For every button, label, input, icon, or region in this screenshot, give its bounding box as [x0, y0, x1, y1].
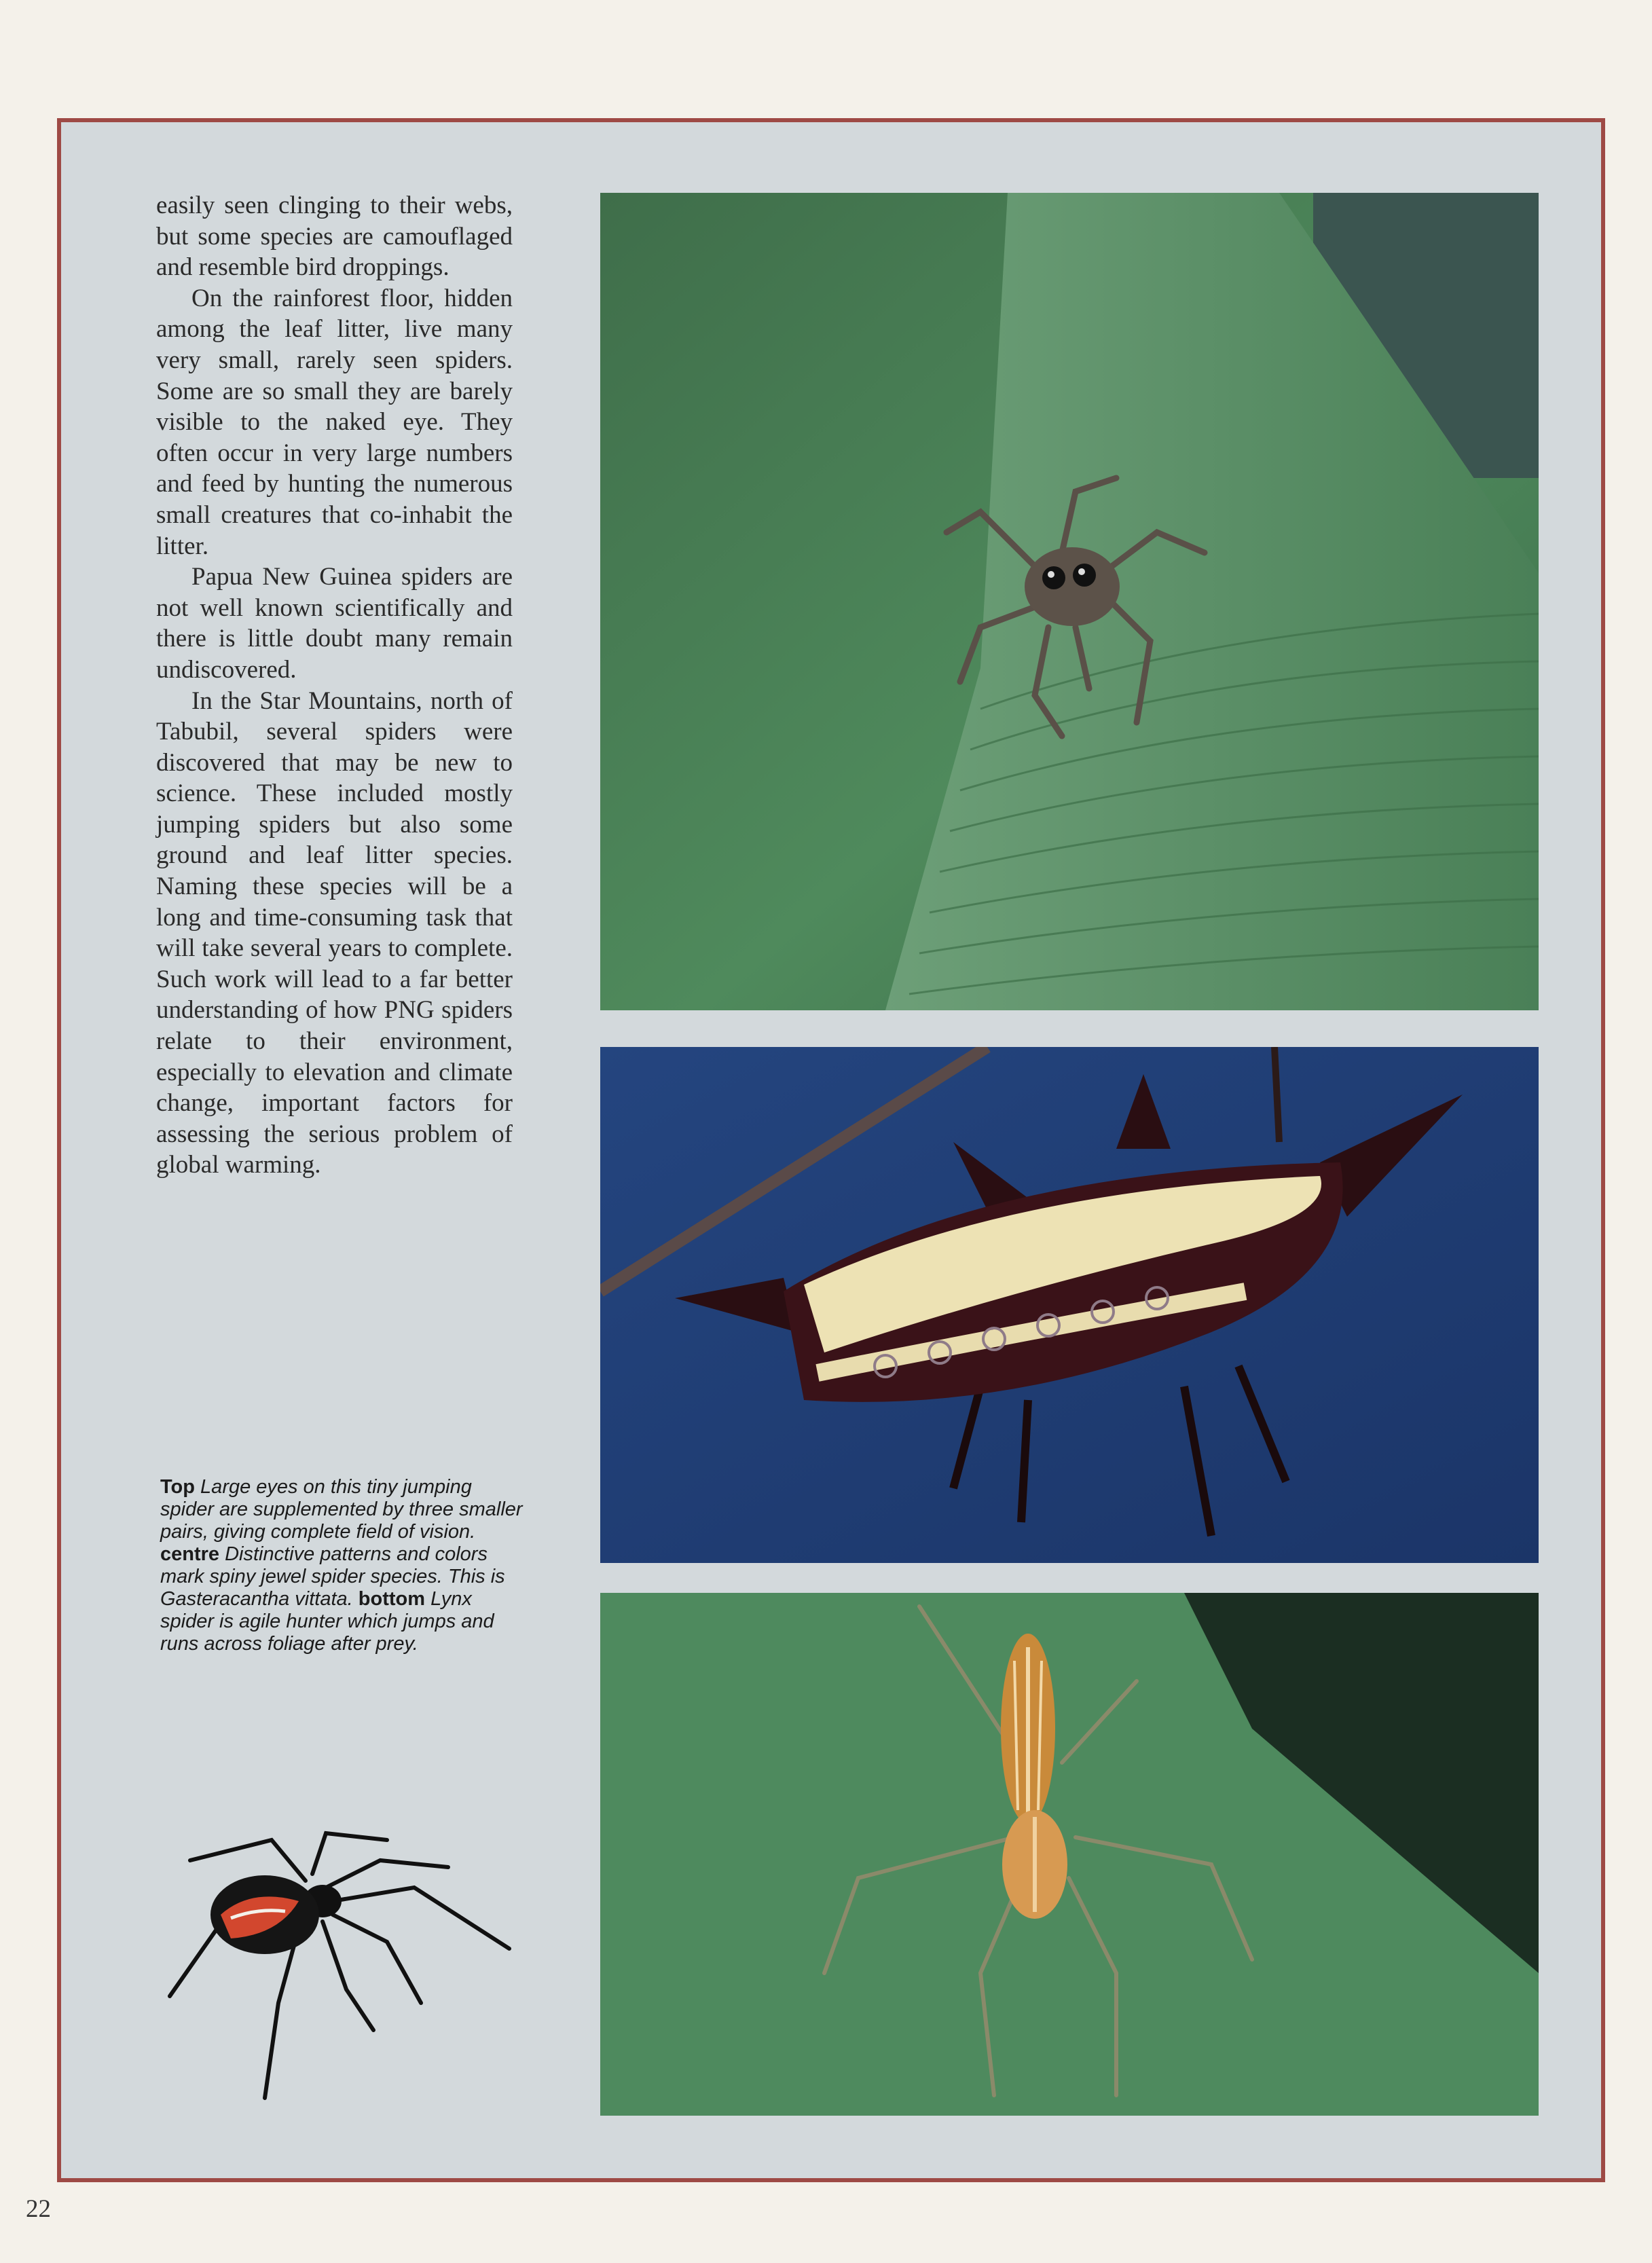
paragraph-1: easily seen clinging to their webs, but some species are camouflaged and resemble bird droppings.	[156, 191, 513, 282]
caption-top-text: Large eyes on this tiny jumping spider are supplemented by three smaller pairs, giving complete field of vision.	[160, 1476, 523, 1543]
jewel-spider-photo	[600, 1047, 1539, 1563]
jumping-spider-photo	[600, 193, 1539, 1010]
caption-top-label: Top	[160, 1476, 195, 1498]
caption-centre-text: Distinctive patterns and colors mark spiny jewel spider species. This is Gasteracantha vittata.	[160, 1543, 505, 1610]
caption-centre-label: centre	[160, 1543, 220, 1565]
paragraph-2: On the rainforest floor, hidden among the leaf litter, live many very small, rarely seen spiders. Some are so small they are barely visible to the naked eye. They often occur in very large numbers and feed by hunting the numerous small creatures that co-inhabit the litter.	[156, 284, 513, 560]
photo-caption	[160, 1476, 527, 1655]
caption-bottom-text: Lynx spider is agile hunter which jumps and runs across foliage after prey.	[160, 1588, 494, 1655]
page-number: 22	[26, 2195, 51, 2223]
caption-bottom-label: bottom	[358, 1588, 426, 1610]
paragraph-3: Papua New Guinea spiders are not well known scientifically and there is little doubt many remain undiscovered.	[156, 563, 513, 684]
spider-illustration	[163, 1826, 523, 2105]
lynx-spider-photo	[600, 1593, 1539, 2116]
paragraph-4: In the Star Mountains, north of Tabubil, several spiders were discovered that may be new to science. These included mostly jumping spiders but also some ground and leaf litter species. Naming these species will be a long and time-consuming task that will take several years to complete. Such work will lead to a far better understanding of how PNG spiders relate to their environment, especially to elevation and climate change, important factors for assessing the serious problem of global warming.	[156, 686, 513, 1179]
article-body	[156, 190, 513, 1181]
